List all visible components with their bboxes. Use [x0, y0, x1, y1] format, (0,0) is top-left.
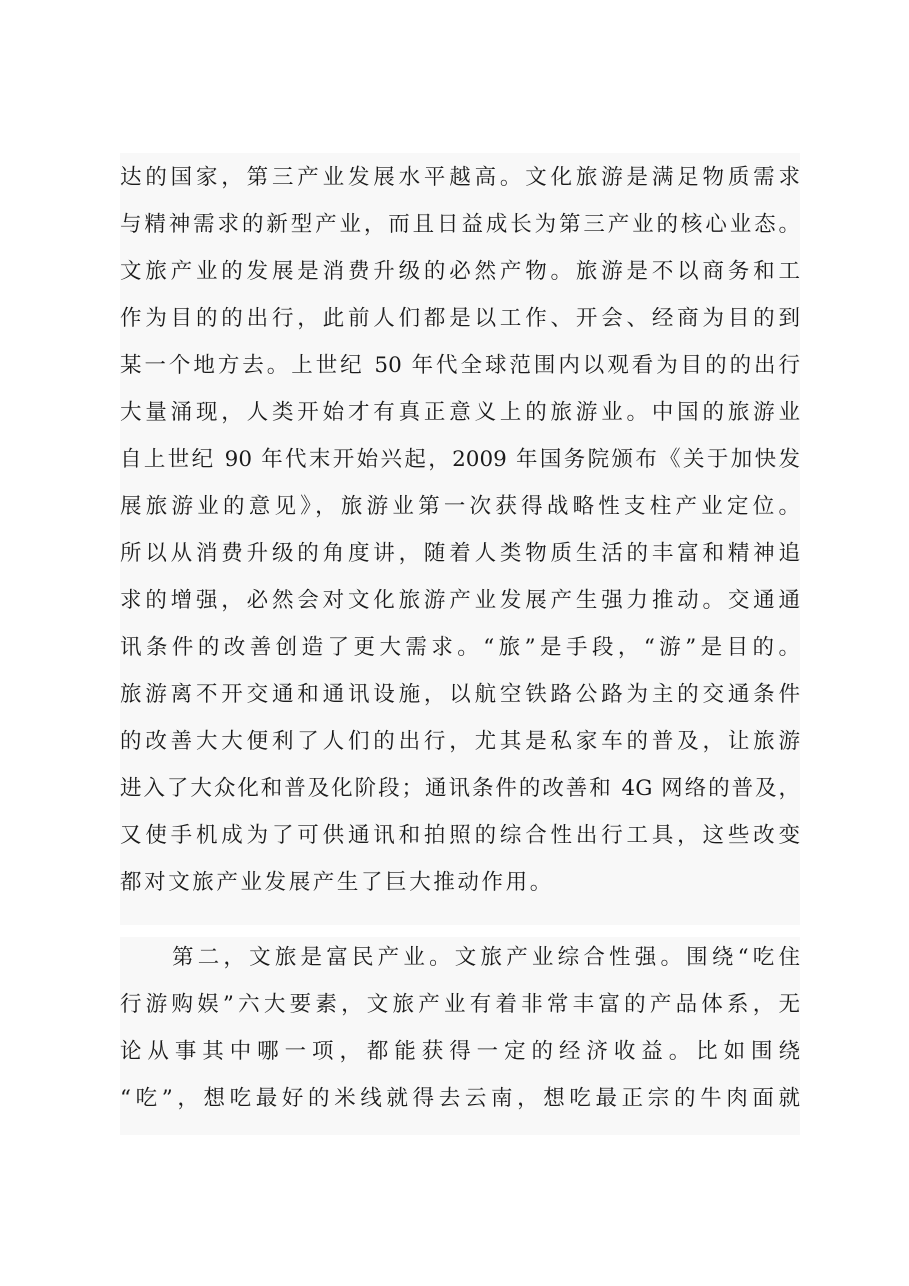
- paragraph-line: 又使手机成为了可供通讯和拍照的综合性出行工具，这些改变: [120, 823, 800, 848]
- paragraph-line: 的改善大大便利了人们的出行，尤其是私家车的普及，让旅游: [120, 729, 800, 754]
- paragraph-line: 自上世纪 90 年代末开始兴起，2009 年国务院颁布《关于加快发: [120, 447, 800, 472]
- paragraph-line: 行游购娱”六大要素，文旅产业有着非常丰富的产品体系，无: [120, 992, 800, 1017]
- paragraph-line: 大量涌现，人类开始才有真正意义上的旅游业。中国的旅游业: [120, 400, 800, 425]
- paragraph-line: 旅游离不开交通和通讯设施，以航空铁路公路为主的交通条件: [120, 682, 800, 707]
- paragraph-line: “吃”，想吃最好的米线就得去云南，想吃最正宗的牛肉面就: [120, 1086, 800, 1111]
- paragraph-line: 某一个地方去。上世纪 50 年代全球范围内以观看为目的的出行: [120, 353, 800, 378]
- paragraph-line: 论从事其中哪一项，都能获得一定的经济收益。比如围绕: [120, 1039, 800, 1064]
- paragraph-line: 所以从消费升级的角度讲，随着人类物质生活的丰富和精神追: [120, 541, 800, 566]
- paragraph-line: 与精神需求的新型产业，而且日益成长为第三产业的核心业态。: [120, 212, 800, 237]
- paragraph-line: 达的国家，第三产业发展水平越高。文化旅游是满足物质需求: [120, 165, 800, 190]
- paragraph-economic-upgrade: [120, 153, 800, 925]
- paragraph-line: 作为目的的出行，此前人们都是以工作、开会、经商为目的到: [120, 306, 800, 331]
- paragraph-line: 文旅产业的发展是消费升级的必然产物。旅游是不以商务和工: [120, 259, 800, 284]
- paragraph-line: 展旅游业的意见》，旅游业第一次获得战略性支柱产业定位。: [120, 494, 800, 519]
- paragraph-wealth-industry: [120, 937, 800, 1135]
- paragraph-line: 求的增强，必然会对文化旅游产业发展产生强力推动。交通通: [120, 588, 800, 613]
- paragraph-line: 都对文旅产业发展产生了巨大推动作用。: [120, 870, 554, 895]
- paragraph-line: 讯条件的改善创造了更大需求。“旅”是手段，“游”是目的。: [120, 635, 800, 660]
- paragraph-line: 进入了大众化和普及化阶段；通讯条件的改善和 4G 网络的普及，: [120, 776, 800, 801]
- paragraph-line: 第二，文旅是富民产业。文旅产业综合性强。围绕“吃住: [172, 945, 800, 970]
